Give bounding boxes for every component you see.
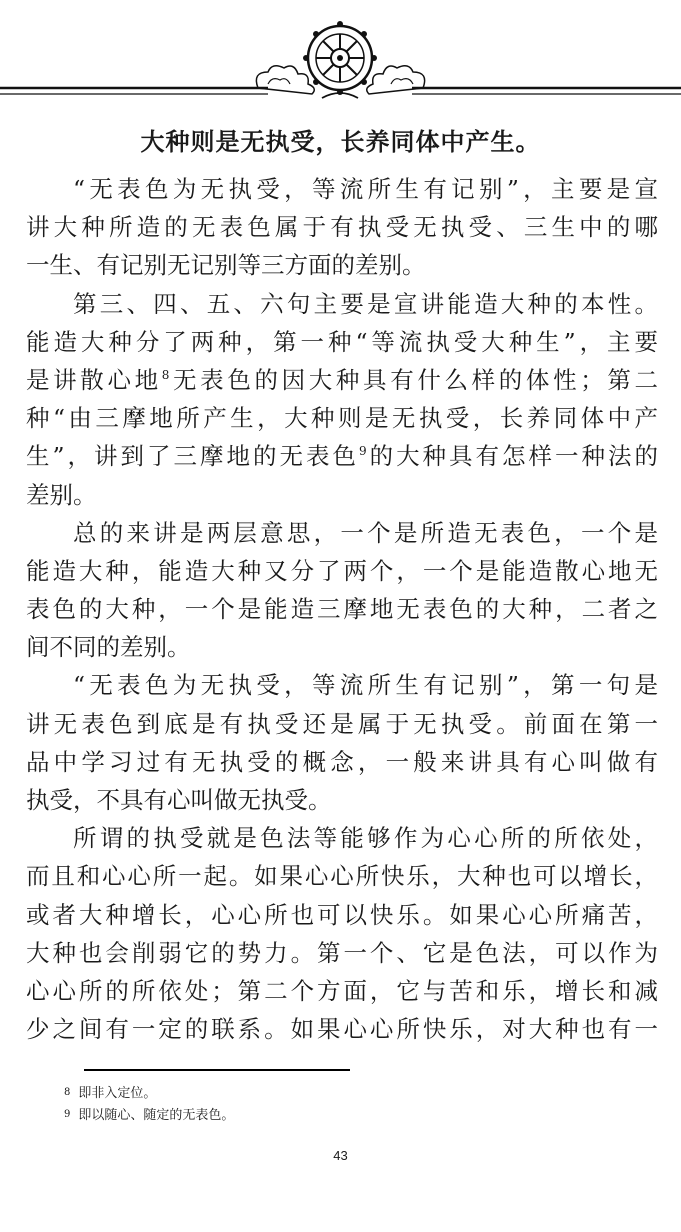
text-line: 品中学习过有无执受的概念，一般来讲具有心叫做有 [26, 747, 658, 776]
text-line-with-footnote [26, 361, 658, 399]
footnote [64, 1082, 156, 1101]
text-segment: 生”，讲到了三摩地的无表色 [26, 442, 359, 471]
text-line: 能造大种，能造大种又分了两个，一个是能造散心地无 [26, 556, 658, 585]
footnote-text: 即以随心、随定的无表色。 [78, 1108, 235, 1123]
text-line: 差别。 [26, 480, 97, 509]
text-line: 或者大种增长，心心所也可以快乐。如果心心所痛苦， [26, 900, 658, 929]
text-line: 少之间有一定的联系。如果心心所快乐，对大种也有一 [26, 1015, 658, 1044]
text-segment: 无表色的因大种具有什么样的体性；第二 [169, 365, 658, 394]
text-line: 大种也会削弱它的势力。第一个、它是色法，可以作为 [26, 938, 658, 967]
footnote [64, 1104, 234, 1123]
section-heading: 大种则是无执受，长养同体中产生。 [140, 128, 541, 156]
text-line: 种“由三摩地所产生，大种则是无执受，长养同体中产 [26, 404, 658, 433]
page-number: 43 [333, 1148, 348, 1163]
footnote-text: 即非入定位。 [78, 1086, 157, 1101]
page-header-ornament [0, 0, 681, 110]
text-line: 一生、有记别无记别等三方面的差别。 [26, 251, 426, 280]
footnote-ref[interactable]: 9 [358, 444, 367, 459]
text-line: 总的来讲是两层意思，一个是所造无表色，一个是 [73, 518, 658, 547]
text-line: 所谓的执受就是色法等能够作为心心所的所依处， [73, 824, 658, 853]
footnote-number: 9 [64, 1109, 71, 1120]
text-line: 心心所的所依处；第二个方面，它与苦和乐，增长和减 [26, 976, 658, 1005]
text-line: 能造大种分了两种，第一种“等流执受大种生”，主要 [26, 327, 658, 356]
footnote-divider [84, 1069, 350, 1071]
dharma-wheel-icon [0, 0, 681, 110]
footnote-number: 8 [64, 1087, 71, 1098]
text-line-with-footnote [26, 437, 658, 475]
text-line: 讲大种所造的无表色属于有执受无执受、三生中的哪 [26, 213, 658, 242]
text-line: 讲无表色到底是有执受还是属于无执受。前面在第一 [26, 709, 658, 738]
text-segment: 的大种具有怎样一种法的 [366, 442, 658, 471]
text-segment: 是讲散心地 [26, 365, 162, 394]
text-line: “无表色为无执受，等流所生有记别”，主要是宣 [73, 175, 658, 203]
text-line: 表色的大种，一个是能造三摩地无表色的大种，二者之 [26, 595, 658, 624]
text-line: 第三、四、五、六句主要是宣讲能造大种的本性。 [73, 289, 658, 318]
text-line: 执受，不具有心叫做无执受。 [26, 786, 332, 814]
text-line: “无表色为无执受，等流所生有记别”，第一句是 [73, 671, 658, 700]
text-line: 间不同的差别。 [26, 633, 191, 662]
body-text [26, 170, 658, 1048]
text-line: 而且和心心所一起。如果心心所快乐，大种也可以增长， [26, 862, 658, 891]
footnote-ref[interactable]: 8 [161, 367, 170, 382]
